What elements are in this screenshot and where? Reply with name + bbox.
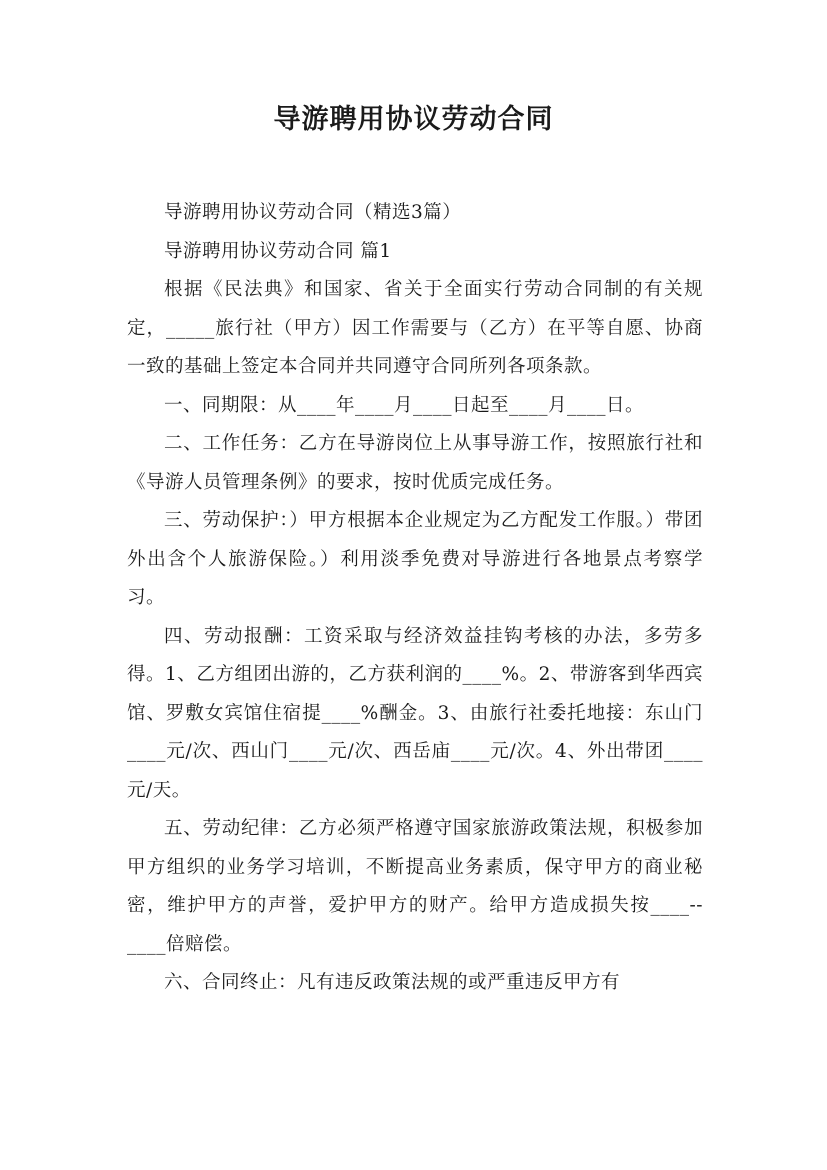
paragraph-discipline: 五、劳动纪律：乙方必须严格遵守国家旅游政策法规，积极参加甲方组织的业务学习培训，不断提高业务素质，保守甲方的商业秘密，维护甲方的声誉，爱护甲方的财产。给甲方造成损失按____--____倍赔偿。 [127, 818, 703, 955]
paragraph-preamble: 根据《民法典》和国家、省关于全面实行劳动合同制的有关规定，_____旅行社（甲方）因工作需要与（乙方）在平等自愿、协商一致的基础上签定本合同并共同遵守合同所列各项条款。 [127, 279, 703, 377]
document-body [127, 194, 703, 1003]
paragraph-term: 一、同期限：从____年____月____日起至____月____日。 [164, 394, 645, 416]
paragraph-subtitle: 导游聘用协议劳动合同（精选3篇） [164, 202, 462, 223]
paragraph-duties: 二、工作任务：乙方在导游岗位上从事导游工作，按照旅行社和《导游人员管理条例》的要求，按时优质完成任务。 [127, 433, 703, 493]
paragraph-section-heading: 导游聘用协议劳动合同 篇1 [164, 240, 392, 262]
document-title: 导游聘用协议劳动合同 [273, 104, 554, 135]
paragraph-protection: 三、劳动保护：）甲方根据本企业规定为乙方配发工作服。）带团外出含个人旅游保险。）利用淡季免费对导游进行各地景点考察学习。 [127, 510, 703, 608]
paragraph-remuneration: 四、劳动报酬：工资采取与经济效益挂钩考核的办法，多劳多得。1、乙方组团出游的，乙方获利润的____%。2、带游客到华西宾馆、罗敷女宾馆住宿提____%酬金。3、由旅行社委托地接：东山门____元/次、西山门____元/次、西岳庙____元/次。4、外出带团____元/天。 [127, 625, 703, 801]
paragraph-termination: 六、合同终止：凡有违反政策法规的或严重违反甲方有 [164, 972, 621, 993]
